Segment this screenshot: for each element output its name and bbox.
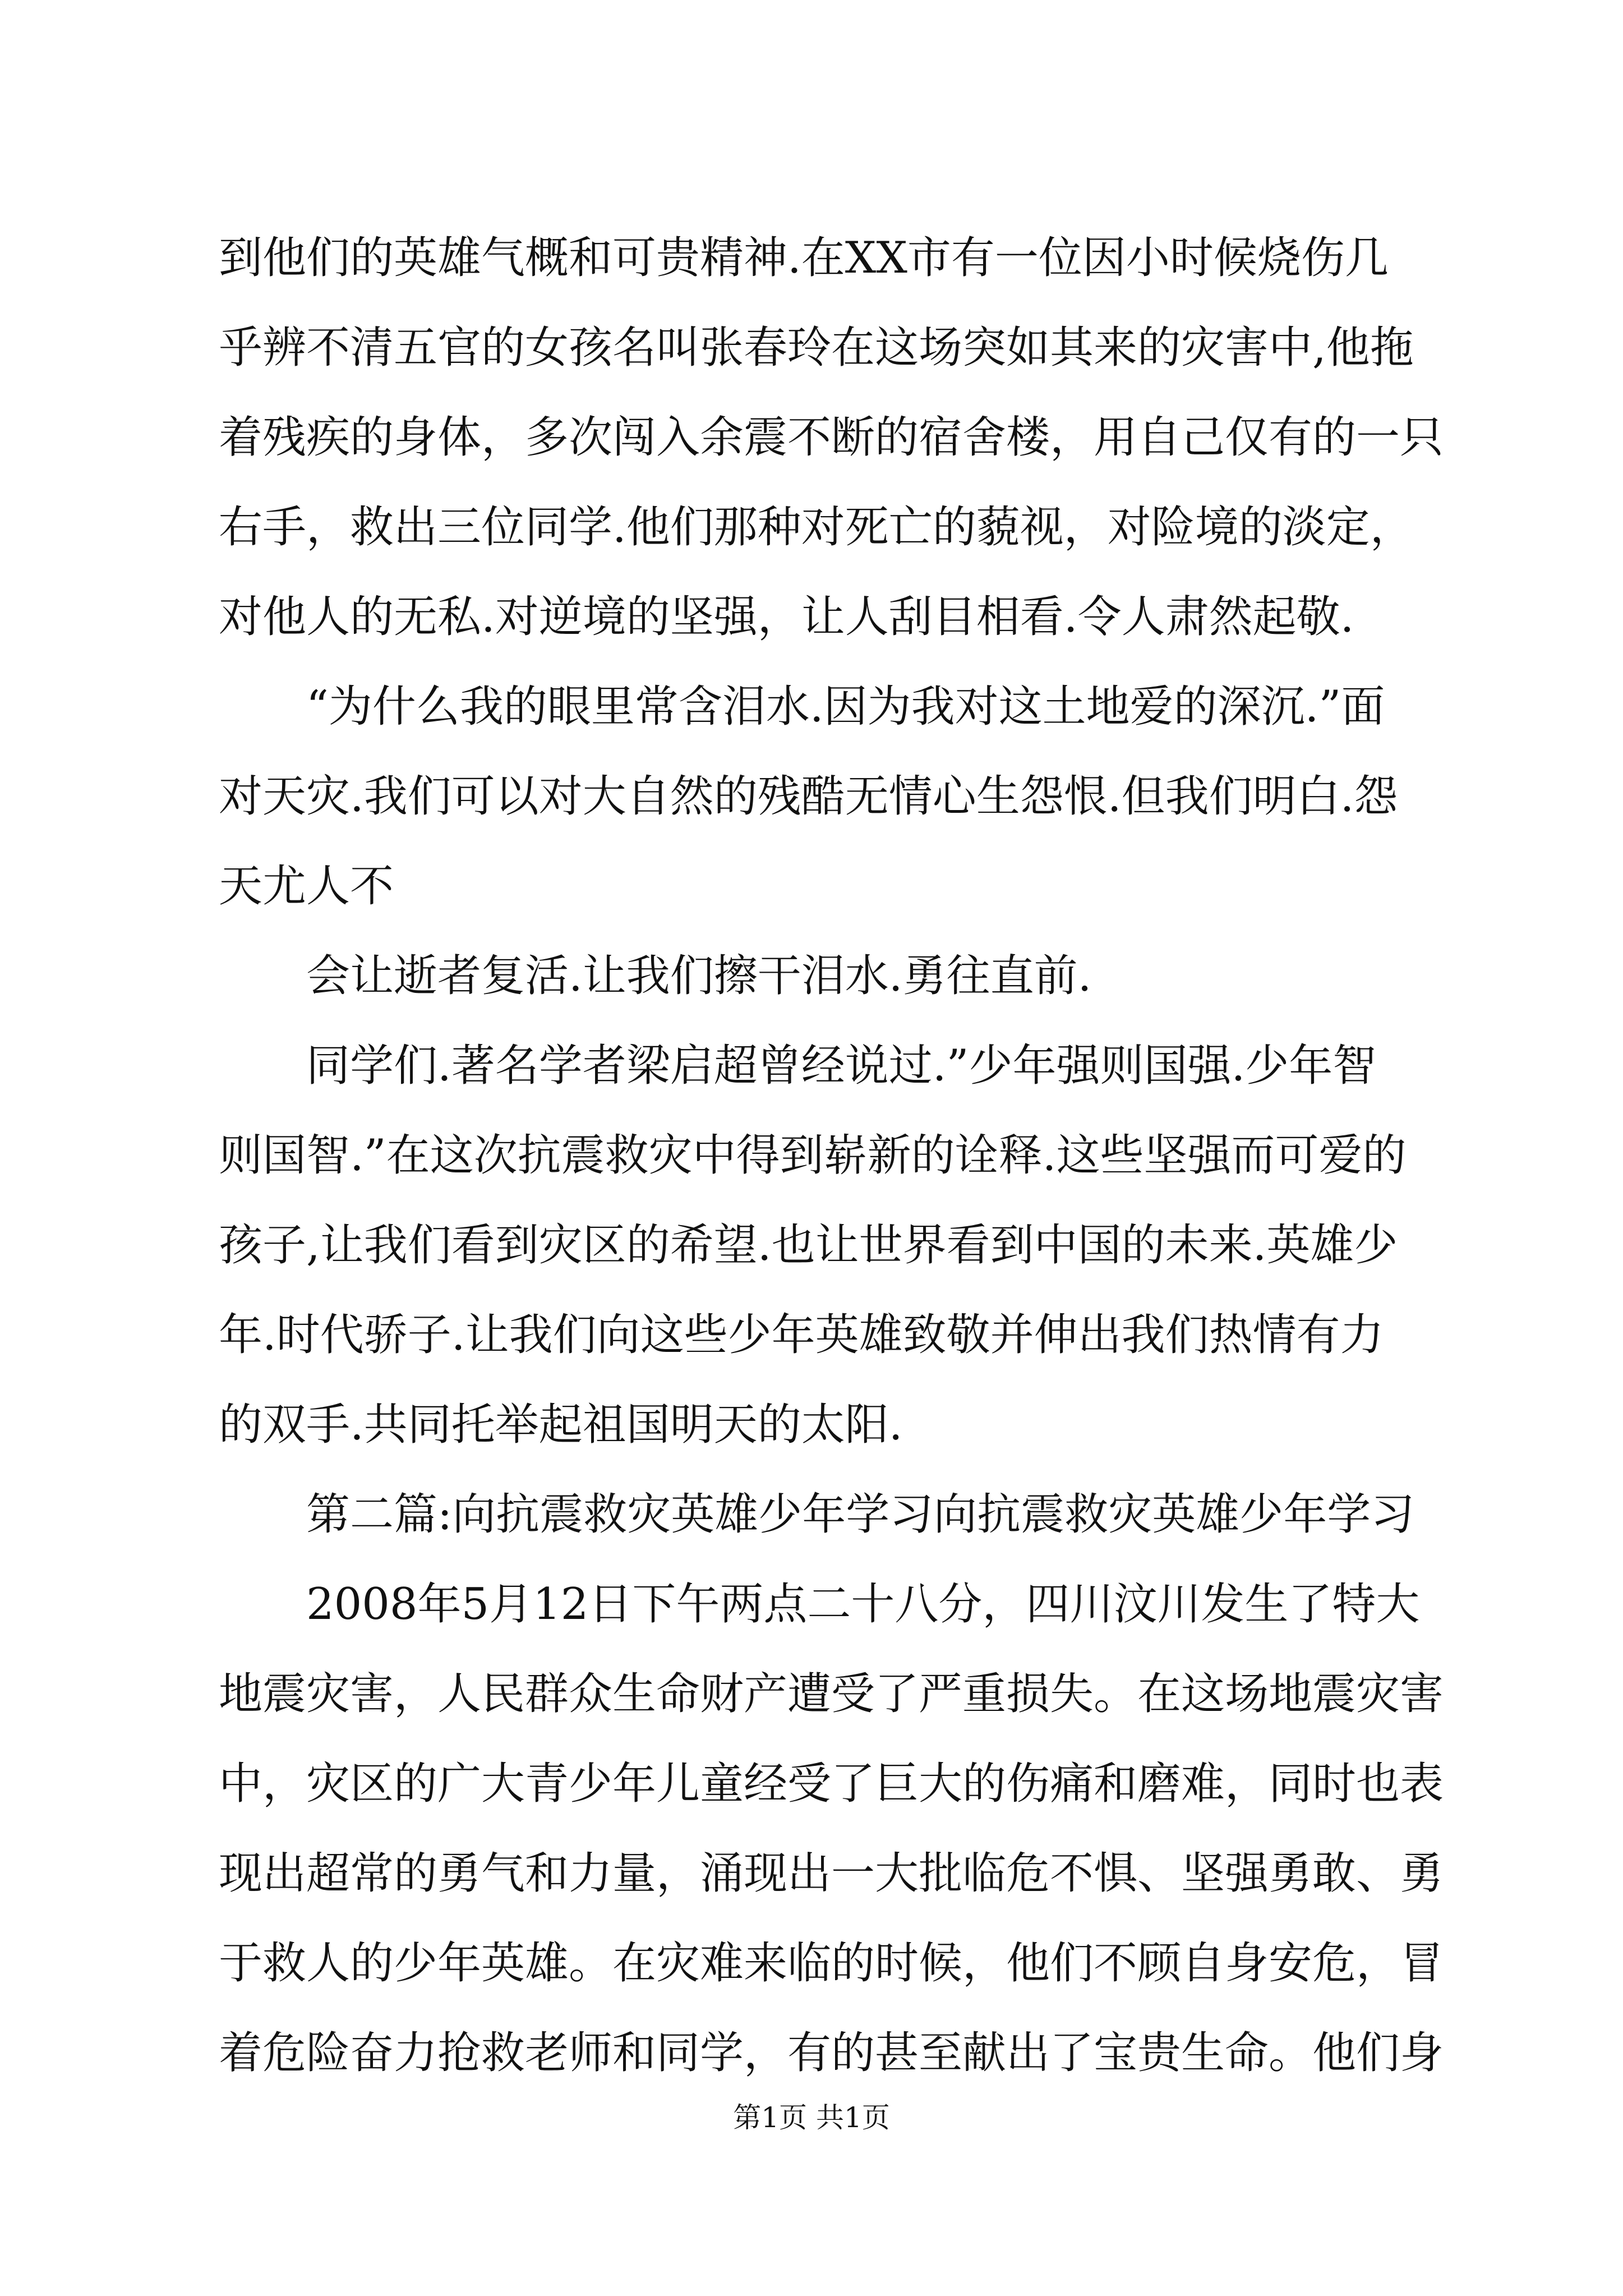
text-line: 年.时代骄子.让我们向这些少年英雄致敬并伸出我们热情有力 — [219, 1310, 1384, 1360]
text-line: 于救人的少年英雄。在灾难来临的时候，他们不顾自身安危，冒 — [219, 1938, 1444, 1989]
document-body — [219, 213, 1444, 2098]
text-line: 对天灾.我们可以对大自然的残酷无情心生怨恨.但我们明白.怨 — [219, 771, 1398, 822]
text-line: 着残疾的身体，多次闯入余震不断的宿舍楼，用自己仅有的一只 — [219, 412, 1444, 463]
text-line: 则国智.”在这次抗震救灾中得到崭新的诠释.这些坚强而可爱的 — [219, 1130, 1407, 1181]
text-line: 着危险奋力抢救老师和同学，有的甚至献出了宝贵生命。他们身 — [219, 2028, 1444, 2078]
text-line: 地震灾害，人民群众生命财产遭受了严重损失。在这场地震灾害 — [219, 1669, 1444, 1719]
text-line: 同学们.著名学者梁启超曾经说过.”少年强则国强.少年智 — [219, 1041, 1377, 1091]
text-line: 2008年5月12日下午两点二十八分，四川汶川发生了特大 — [219, 1579, 1420, 1630]
text-line: “为什么我的眼里常含泪水.因为我对这土地爱的深沉.”面 — [219, 682, 1385, 732]
text-line: 中，灾区的广大青少年儿童经受了巨大的伤痛和磨难，同时也表 — [219, 1759, 1444, 1809]
section-heading: 第二篇:向抗震救灾英雄少年学习向抗震救灾英雄少年学习 — [219, 1489, 1415, 1540]
text-line: 现出超常的勇气和力量，涌现出一大批临危不惧、坚强勇敢、勇 — [219, 1848, 1444, 1899]
page-number-footer: 第1页 共1页 — [733, 2101, 890, 2134]
text-line: 的双手.共同托举起祖国明天的太阳. — [219, 1400, 903, 1450]
text-line: 右手，救出三位同学.他们那种对死亡的藐视，对险境的淡定， — [219, 502, 1414, 553]
text-line: 到他们的英雄气概和可贵精神.在XX市有一位因小时候烧伤几 — [219, 233, 1389, 283]
text-line: 会让逝者复活.让我们擦干泪水.勇往直前. — [219, 951, 1092, 1001]
text-line: 孩子,让我们看到灾区的希望.也让世界看到中国的未来.英雄少 — [219, 1220, 1398, 1271]
text-line: 对他人的无私.对逆境的坚强，让人刮目相看.令人肃然起敬. — [219, 592, 1354, 642]
text-line: 天尤人不 — [219, 861, 394, 912]
text-line: 乎辨不清五官的女孩名叫张春玲在这场突如其来的灾害中,他拖 — [219, 323, 1414, 373]
